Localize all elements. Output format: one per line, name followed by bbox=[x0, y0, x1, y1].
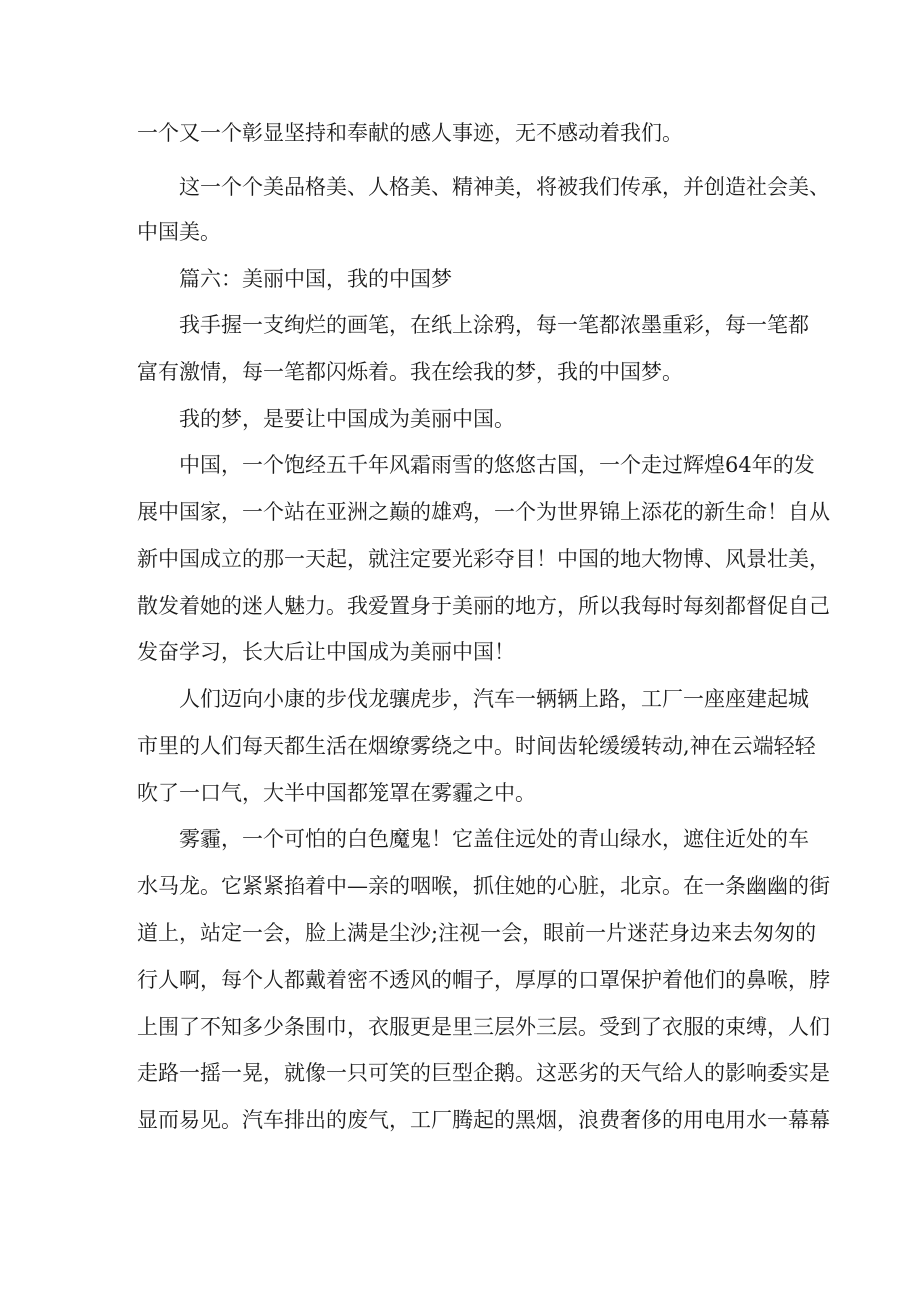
text-line: 吹了一口气，大半中国都笼罩在雾霾之中。 bbox=[137, 781, 536, 805]
text-line: 富有激情，每一笔都闪烁着。我在绘我的梦，我的中国梦。 bbox=[137, 360, 683, 384]
text-line: 中国，一个饱经五千年风霜雨雪的悠悠古国，一个走过辉煌64年的发 bbox=[179, 453, 815, 477]
text-line: 这一个个美品格美、人格美、精神美，将被我们传承，并创造社会美、 bbox=[179, 175, 830, 199]
text-line: 行人啊，每个人都戴着密不透风的帽子，厚厚的口罩保护着他们的鼻喉，脖 bbox=[137, 968, 830, 992]
text-line: 展中国家，一个站在亚洲之巅的雄鸡，一个为世界锦上添花的新生命！自从 bbox=[137, 500, 830, 524]
text-line: 走路一摇一晃，就像一只可笑的巨型企鹅。这恶劣的天气给人的影响委实是 bbox=[137, 1061, 830, 1085]
text-line: 市里的人们每天都生活在烟缭雾绕之中。时间齿轮缓缓转动,神在云端轻轻 bbox=[137, 734, 816, 758]
text-line: 雾霾，一个可怕的白色魔鬼！它盖住远处的青山绿水，遮住近处的车 bbox=[179, 827, 809, 851]
text-line: 我手握一支绚烂的画笔，在纸上涂鸦，每一笔都浓墨重彩，每一笔都 bbox=[179, 313, 809, 337]
text-line: 一个又一个彰显坚持和奉献的感人事迹，无不感动着我们。 bbox=[137, 121, 683, 145]
text-line: 水马龙。它紧紧掐着中—亲的咽喉，抓住她的心脏，北京。在一条幽幽的街 bbox=[137, 874, 830, 898]
text-line: 发奋学习，长大后让中国成为美丽中国！ bbox=[137, 640, 515, 664]
text-line: 散发着她的迷人魅力。我爱置身于美丽的地方，所以我每时每刻都督促自己 bbox=[137, 594, 830, 618]
text-line: 中国美。 bbox=[137, 220, 221, 244]
text-line: 我的梦，是要让中国成为美丽中国。 bbox=[179, 407, 515, 431]
section-heading: 篇六：美丽中国，我的中国梦 bbox=[179, 267, 452, 291]
text-line: 上围了不知多少条围巾，衣服更是里三层外三层。受到了衣服的束缚，人们 bbox=[137, 1015, 830, 1039]
text-line: 道上，站定一会，脸上满是尘沙;注视一会，眼前一片迷茫身边来去匆匆的 bbox=[137, 921, 817, 945]
text-line: 显而易见。汽车排出的废气，工厂腾起的黑烟，浪费奢侈的用电用水一幕幕 bbox=[137, 1108, 830, 1132]
text-line: 人们迈向小康的步伐龙骧虎步，汽车一辆辆上路，工厂一座座建起城 bbox=[179, 687, 809, 711]
text-line: 新中国成立的那一天起，就注定要光彩夺目！中国的地大物博、风景壮美， bbox=[137, 547, 830, 571]
